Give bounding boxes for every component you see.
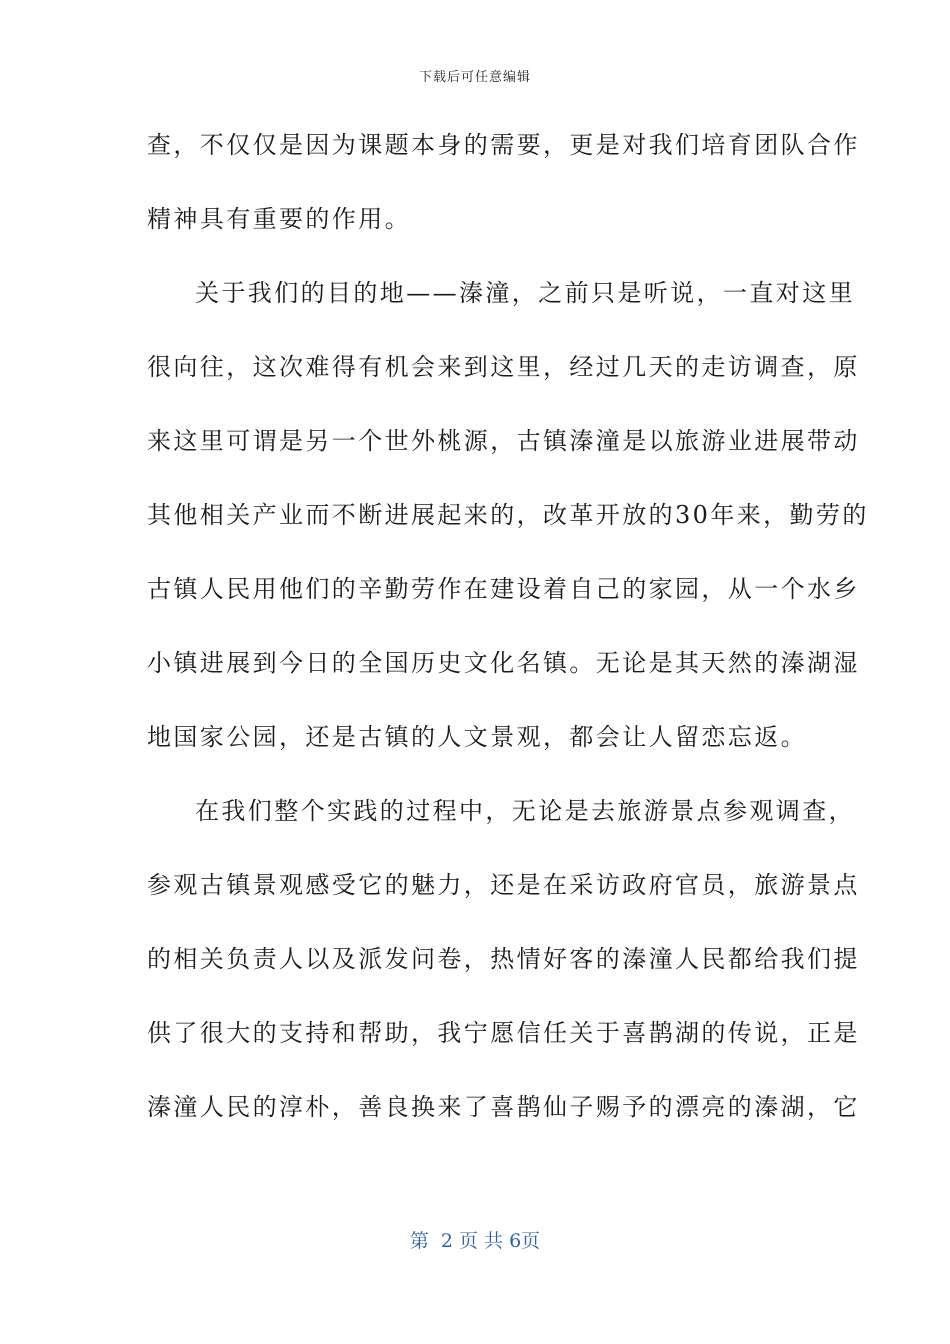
text-line-3: 关于我们的目的地——溱潼，之前只是听说，一直对这里	[195, 279, 855, 307]
text-line-9: 地国家公园，还是古镇的人文景观，都会让人留恋忘返。	[147, 723, 807, 751]
page-number-footer: 第 2 页 共 6页	[409, 1230, 541, 1252]
text-line-1: 查，不仅仅是因为课题本身的需要，更是对我们培育团队合作	[147, 131, 860, 159]
text-line-14: 溱潼人民的淳朴，善良换来了喜鹊仙子赐予的漂亮的溱湖，它	[147, 1093, 860, 1121]
text-line-13: 供了很大的支持和帮助，我宁愿信任关于喜鹊湖的传说，正是	[147, 1019, 860, 1047]
document-body	[147, 120, 869, 1156]
text-line-5: 来这里可谓是另一个世外桃源，古镇溱潼是以旅游业进展带动	[147, 427, 860, 455]
text-line-6: 其他相关产业而不断进展起来的，改革开放的30年来，勤劳的	[147, 501, 869, 529]
text-line-4: 很向往，这次难得有机会来到这里，经过几天的走访调查，原	[147, 353, 860, 381]
text-line-10: 在我们整个实践的过程中，无论是去旅游景点参观调查，	[195, 797, 855, 825]
text-line-8: 小镇进展到今日的全国历史文化名镇。无论是其天然的溱湖湿	[147, 649, 860, 677]
text-line-2: 精神具有重要的作用。	[147, 205, 411, 233]
text-line-12: 的相关负责人以及派发问卷，热情好客的溱潼人民都给我们提	[147, 945, 860, 973]
text-line-7: 古镇人民用他们的辛勤劳作在建设着自己的家园，从一个水乡	[147, 575, 860, 603]
text-line-11: 参观古镇景观感受它的魅力，还是在采访政府官员，旅游景点	[147, 871, 860, 899]
page-header: 下载后可任意编辑	[418, 70, 531, 85]
